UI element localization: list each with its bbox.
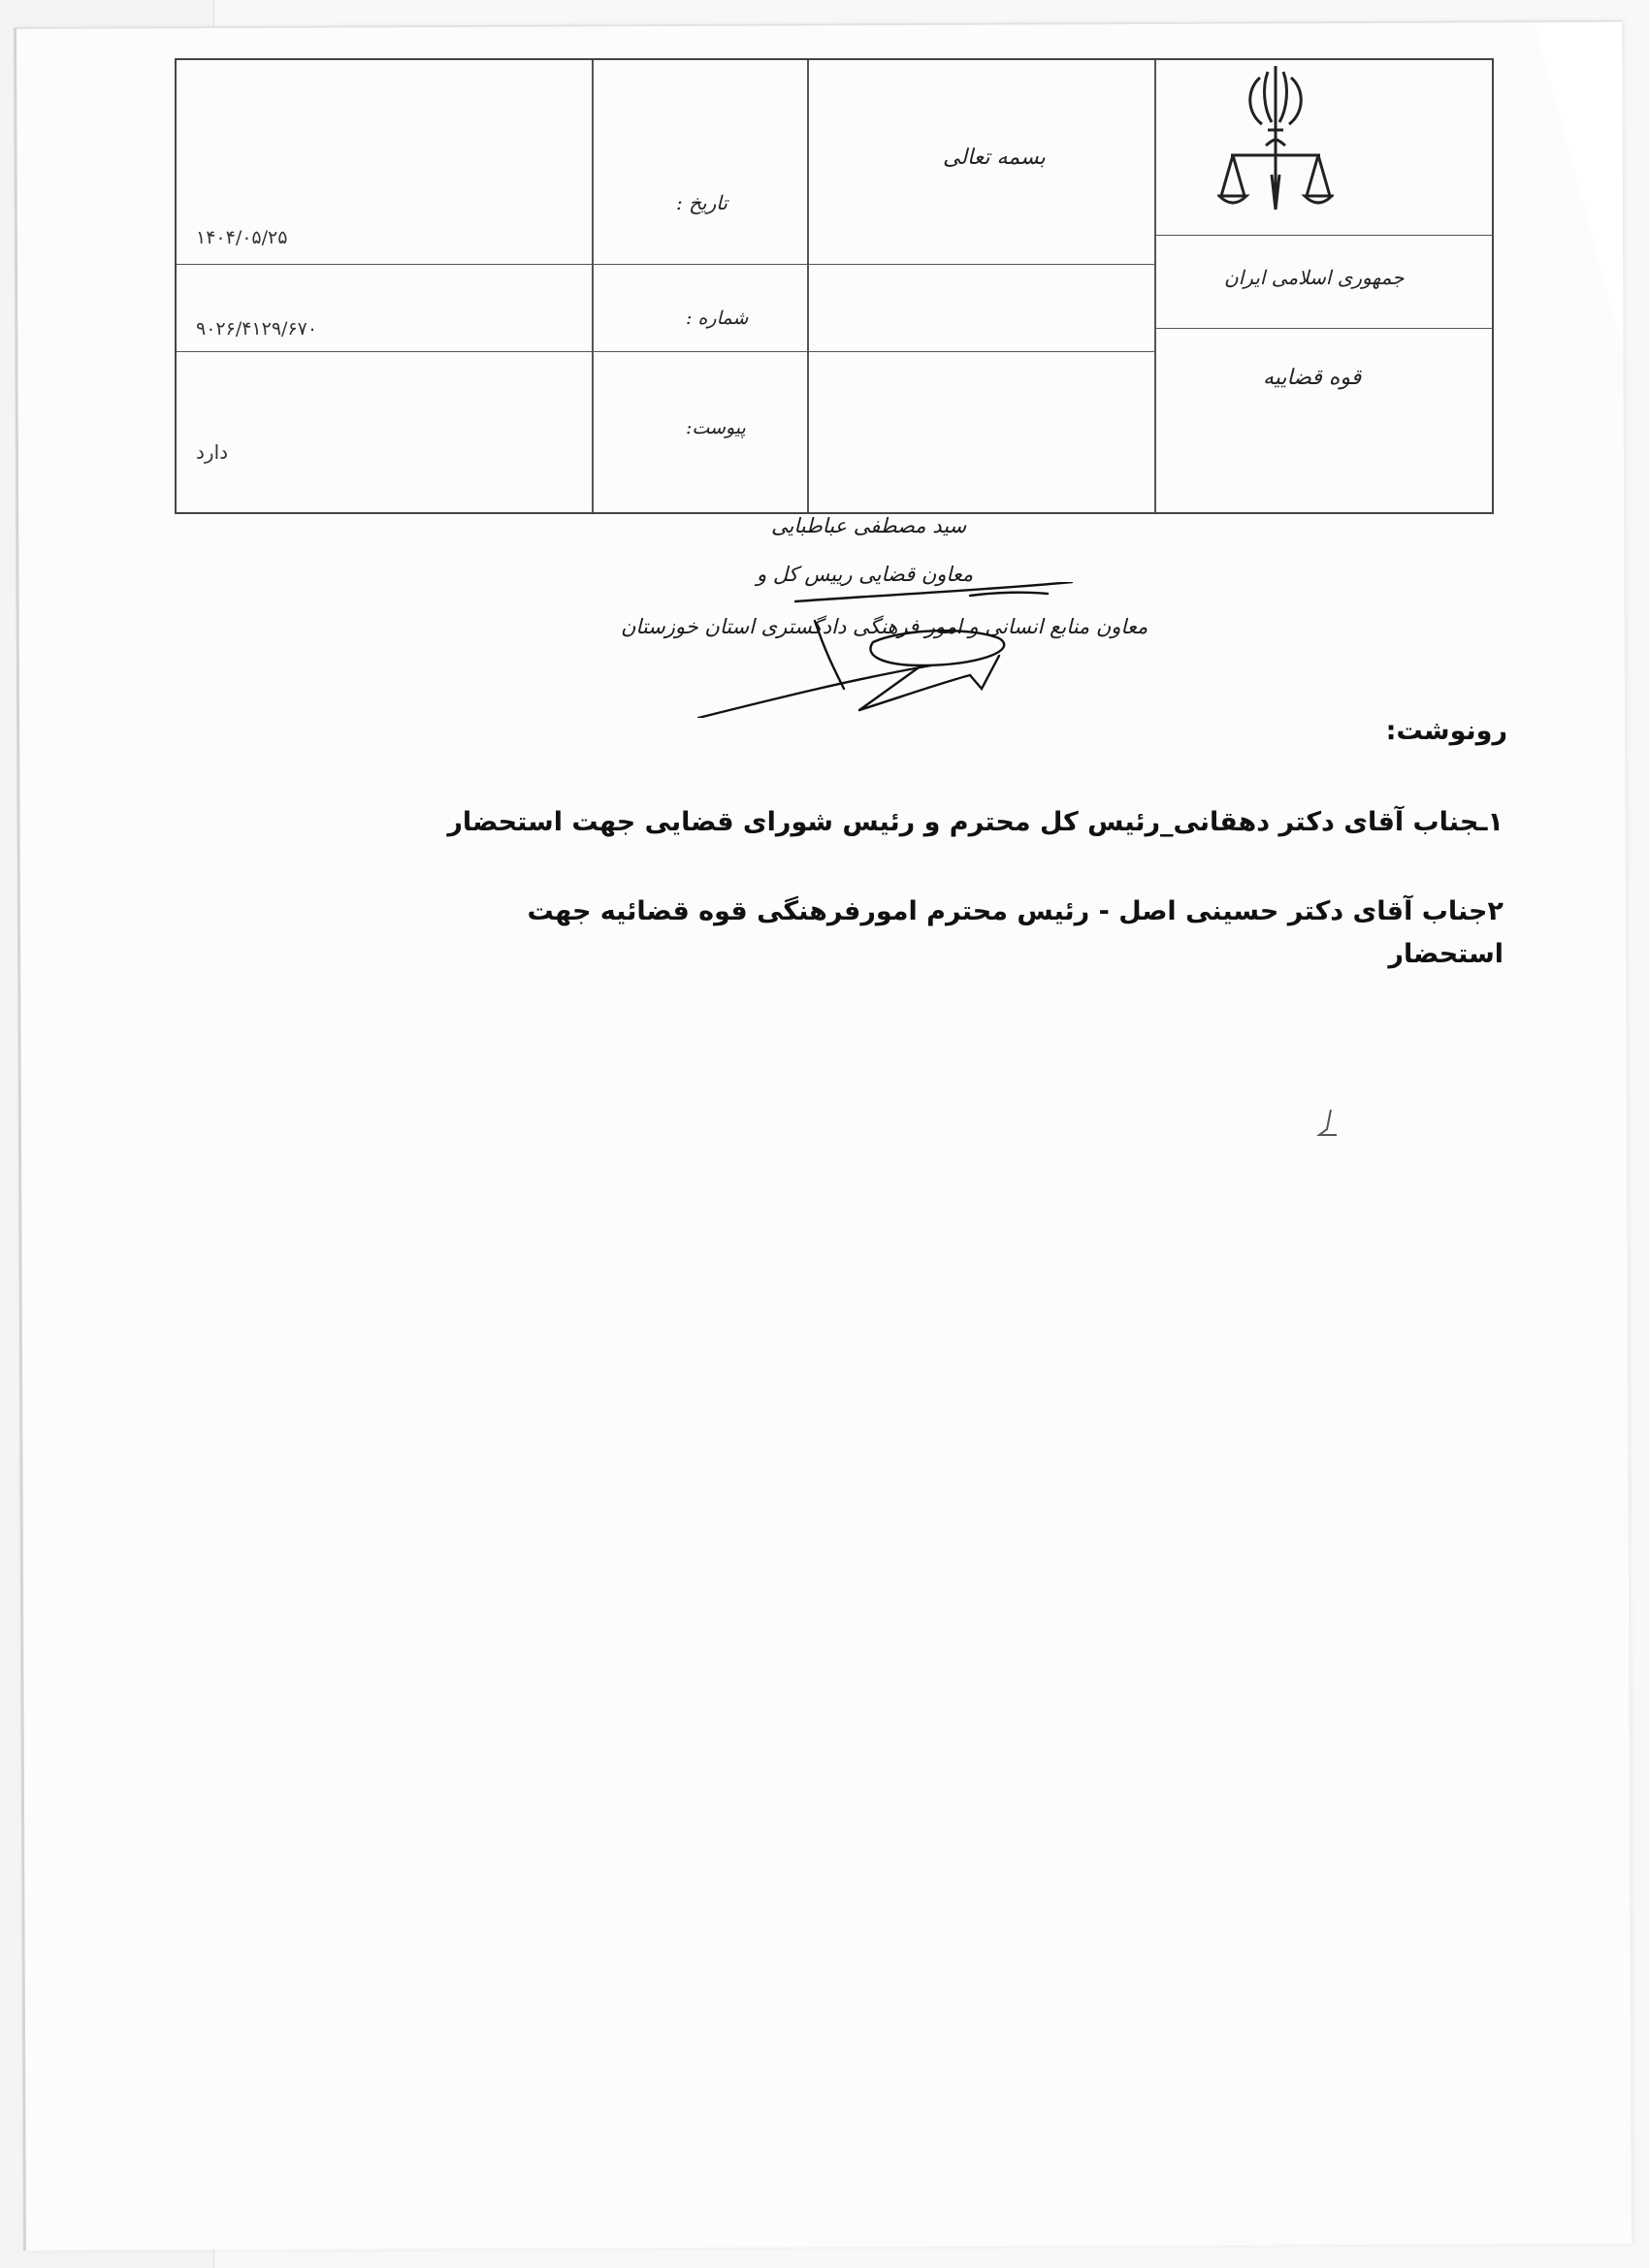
signatory-title-1: معاون قضایی رییس کل و bbox=[757, 563, 974, 586]
country-name: جمهوری اسلامی ایران bbox=[1224, 266, 1405, 289]
cc-item-1: ۱ـجناب آقای دکتر دهقانی_رئیس کل محترم و رئیس شورای قضایی جهت استحضار bbox=[447, 807, 1504, 837]
organization-name: قوه قضاییه bbox=[1263, 366, 1362, 390]
table-divider bbox=[177, 264, 1154, 265]
letter-number-value: ۹۰۲۶/۴۱۲۹/۶۷۰ bbox=[196, 318, 318, 340]
stray-pen-mark bbox=[1310, 1106, 1348, 1145]
table-divider bbox=[592, 60, 594, 512]
table-divider bbox=[807, 60, 809, 512]
attachment-value: دارد bbox=[196, 440, 229, 464]
cc-heading: رونوشت: bbox=[1385, 716, 1507, 746]
page-corner-fold bbox=[1535, 22, 1623, 352]
date-label: تاریخ : bbox=[676, 191, 728, 214]
iran-judiciary-emblem-icon bbox=[1217, 58, 1334, 223]
table-divider bbox=[177, 351, 1154, 352]
cc-item-2: ۲جناب آقای دکتر حسینی اصل - رئیس محترم امورفرهنگی قوه قضائیه جهت استحضار bbox=[527, 896, 1504, 969]
bismillah-text: بسمه تعالی bbox=[943, 146, 1046, 170]
signatory-name: سید مصطفی عباطبایی bbox=[771, 514, 967, 537]
handwritten-signature bbox=[679, 582, 1086, 718]
date-value: ۱۴۰۴/۰۵/۲۵ bbox=[196, 227, 288, 248]
table-divider bbox=[1154, 235, 1494, 236]
signature-block bbox=[621, 514, 1148, 708]
attachment-label: پیوست: bbox=[686, 417, 746, 438]
signatory-title-2: معاون منابع انسانی و امور فرهنگی دادگستری استان خوزستان bbox=[621, 615, 1148, 638]
table-divider bbox=[1154, 60, 1156, 512]
number-label: شماره : bbox=[686, 308, 749, 329]
table-divider bbox=[1154, 328, 1494, 329]
